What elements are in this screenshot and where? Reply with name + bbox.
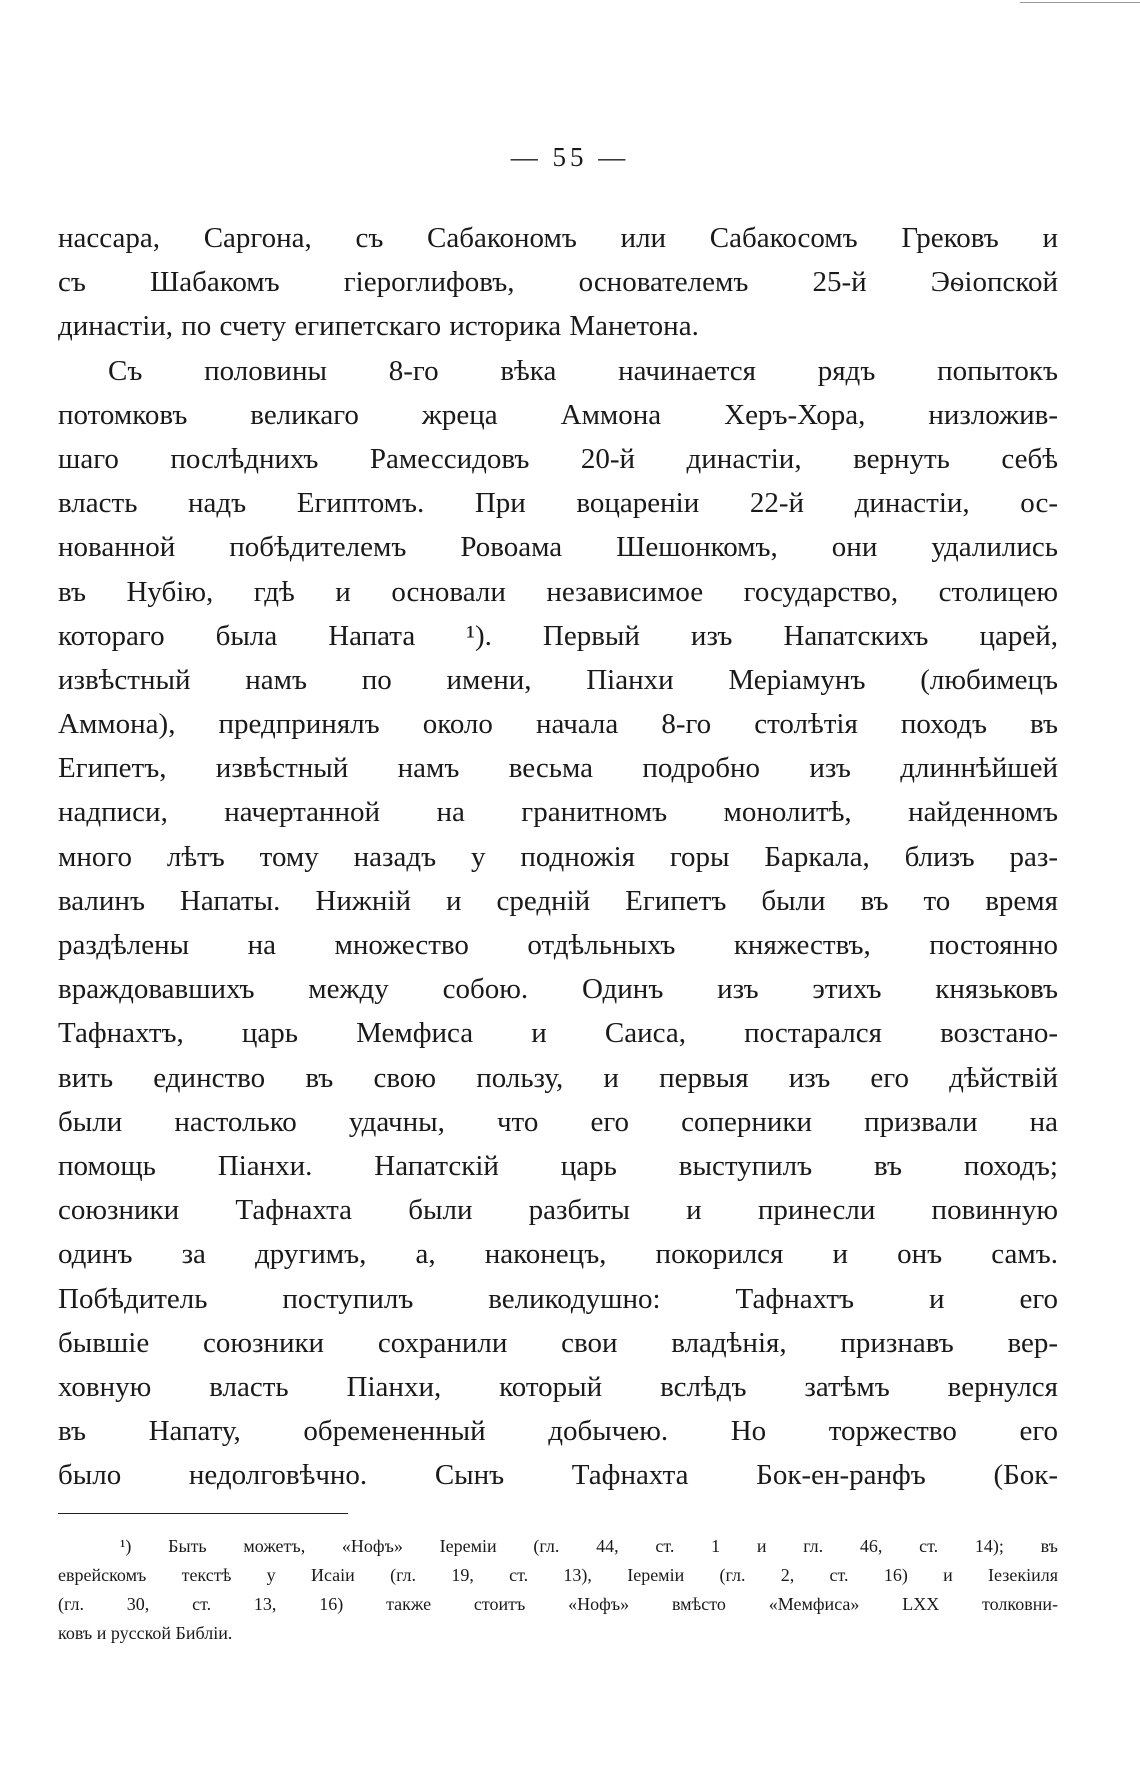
text-line: раздѣлены на множество отдѣльныхъ княжествъ, постоянно — [58, 929, 1058, 961]
text-line: много лѣтъ тому назадъ у подножія горы Баркала, близъ раз- — [58, 840, 1058, 873]
text-line: Съ половины 8-го вѣка начинается рядъ попытокъ — [108, 354, 1058, 387]
text-line: союзники Тафнахта были разбиты и принесли повинную — [58, 1194, 1058, 1227]
text-line: надписи, начертанной на гранитномъ монолитѣ, найденномъ — [58, 796, 1058, 829]
text-line: бывшіе союзники сохранили свои владѣнія, признавъ вер- — [58, 1326, 1058, 1359]
footnotes — [58, 1532, 1058, 1648]
text-line: Аммона), предпринялъ около начала 8-го столѣтія походъ въ — [58, 708, 1058, 741]
text-line: помощь Піанхи. Напатскій царь выступилъ въ походъ; — [58, 1149, 1058, 1182]
text-line: Побѣдитель поступилъ великодушно: Тафнахтъ и его — [58, 1282, 1058, 1315]
text-line: ховную власть Піанхи, который вслѣдъ затѣмъ вернулся — [58, 1370, 1058, 1403]
text-line: извѣстный намъ по имени, Піанхи Меріамунъ (любимецъ — [58, 663, 1058, 696]
text-line: власть надъ Египтомъ. При воцареніи 22-й династіи, ос- — [58, 487, 1058, 520]
footnote-line: еврейскомъ текстѣ у Исаіи (гл. 19, ст. 13), Іереміи (гл. 2, ст. 16) и Іезекіиля — [58, 1565, 1058, 1585]
text-line: были настолько удачны, что его соперники призвали на — [58, 1105, 1058, 1138]
main-text — [58, 216, 1058, 1497]
text-line: Египетъ, извѣстный намъ весьма подробно изъ длиннѣйшей — [58, 752, 1058, 785]
text-line: шаго послѣднихъ Рамессидовъ 20-й династіи, вернуть себѣ — [58, 442, 1058, 475]
text-line: валинъ Напаты. Нижній и средній Египетъ были въ то время — [58, 884, 1058, 917]
footnote-separator — [58, 1513, 348, 1514]
text-line: вить единство въ свою пользу, и первыя изъ его дѣйствій — [58, 1061, 1058, 1094]
top-edge-rule — [1020, 2, 1140, 3]
text-line: было недолговѣчно. Сынъ Тафнахта Бок-ен-ранфъ (Бок- — [58, 1459, 1058, 1492]
text-line: нованной побѣдителемъ Ровоама Шешонкомъ, они удалились — [58, 531, 1058, 564]
footnote-line: ковъ и русской Библіи. — [58, 1623, 233, 1643]
text-line: одинъ за другимъ, а, наконецъ, покорился и онъ самъ. — [58, 1238, 1058, 1271]
text-line: потомковъ великаго жреца Аммона Херъ-Хора, низложив- — [58, 398, 1058, 431]
text-line: съ Шабакомъ гіероглифовъ, основателемъ 25-й Эѳіопской — [58, 266, 1058, 299]
footnote-line: ¹) Быть можетъ, «Нофъ» Іереміи (гл. 44, ст. 1 и гл. 46, ст. 14); въ — [120, 1536, 1058, 1556]
page-number: — 55 — — [510, 142, 630, 172]
text-line: въ Нубію, гдѣ и основали независимое государство, столицею — [58, 575, 1058, 608]
footnote-line: (гл. 30, ст. 13, 16) также стоитъ «Нофъ» вмѣсто «Мемфиса» LXX толковни- — [58, 1594, 1058, 1614]
text-line: династіи, по счету египетскаго историка Манетона. — [58, 310, 699, 343]
text-line: Тафнахтъ, царь Мемфиса и Саиса, постарался возстано- — [58, 1017, 1058, 1050]
text-line: котораго была Напата ¹). Первый изъ Напатскихъ царей, — [58, 619, 1058, 652]
text-line: въ Напату, обремененный добычею. Но торжество его — [58, 1415, 1058, 1448]
text-line: нассара, Саргона, съ Сабакономъ или Сабакосомъ Грековъ и — [58, 222, 1058, 254]
text-line: враждовавшихъ между собою. Одинъ изъ этихъ князьковъ — [58, 973, 1058, 1006]
